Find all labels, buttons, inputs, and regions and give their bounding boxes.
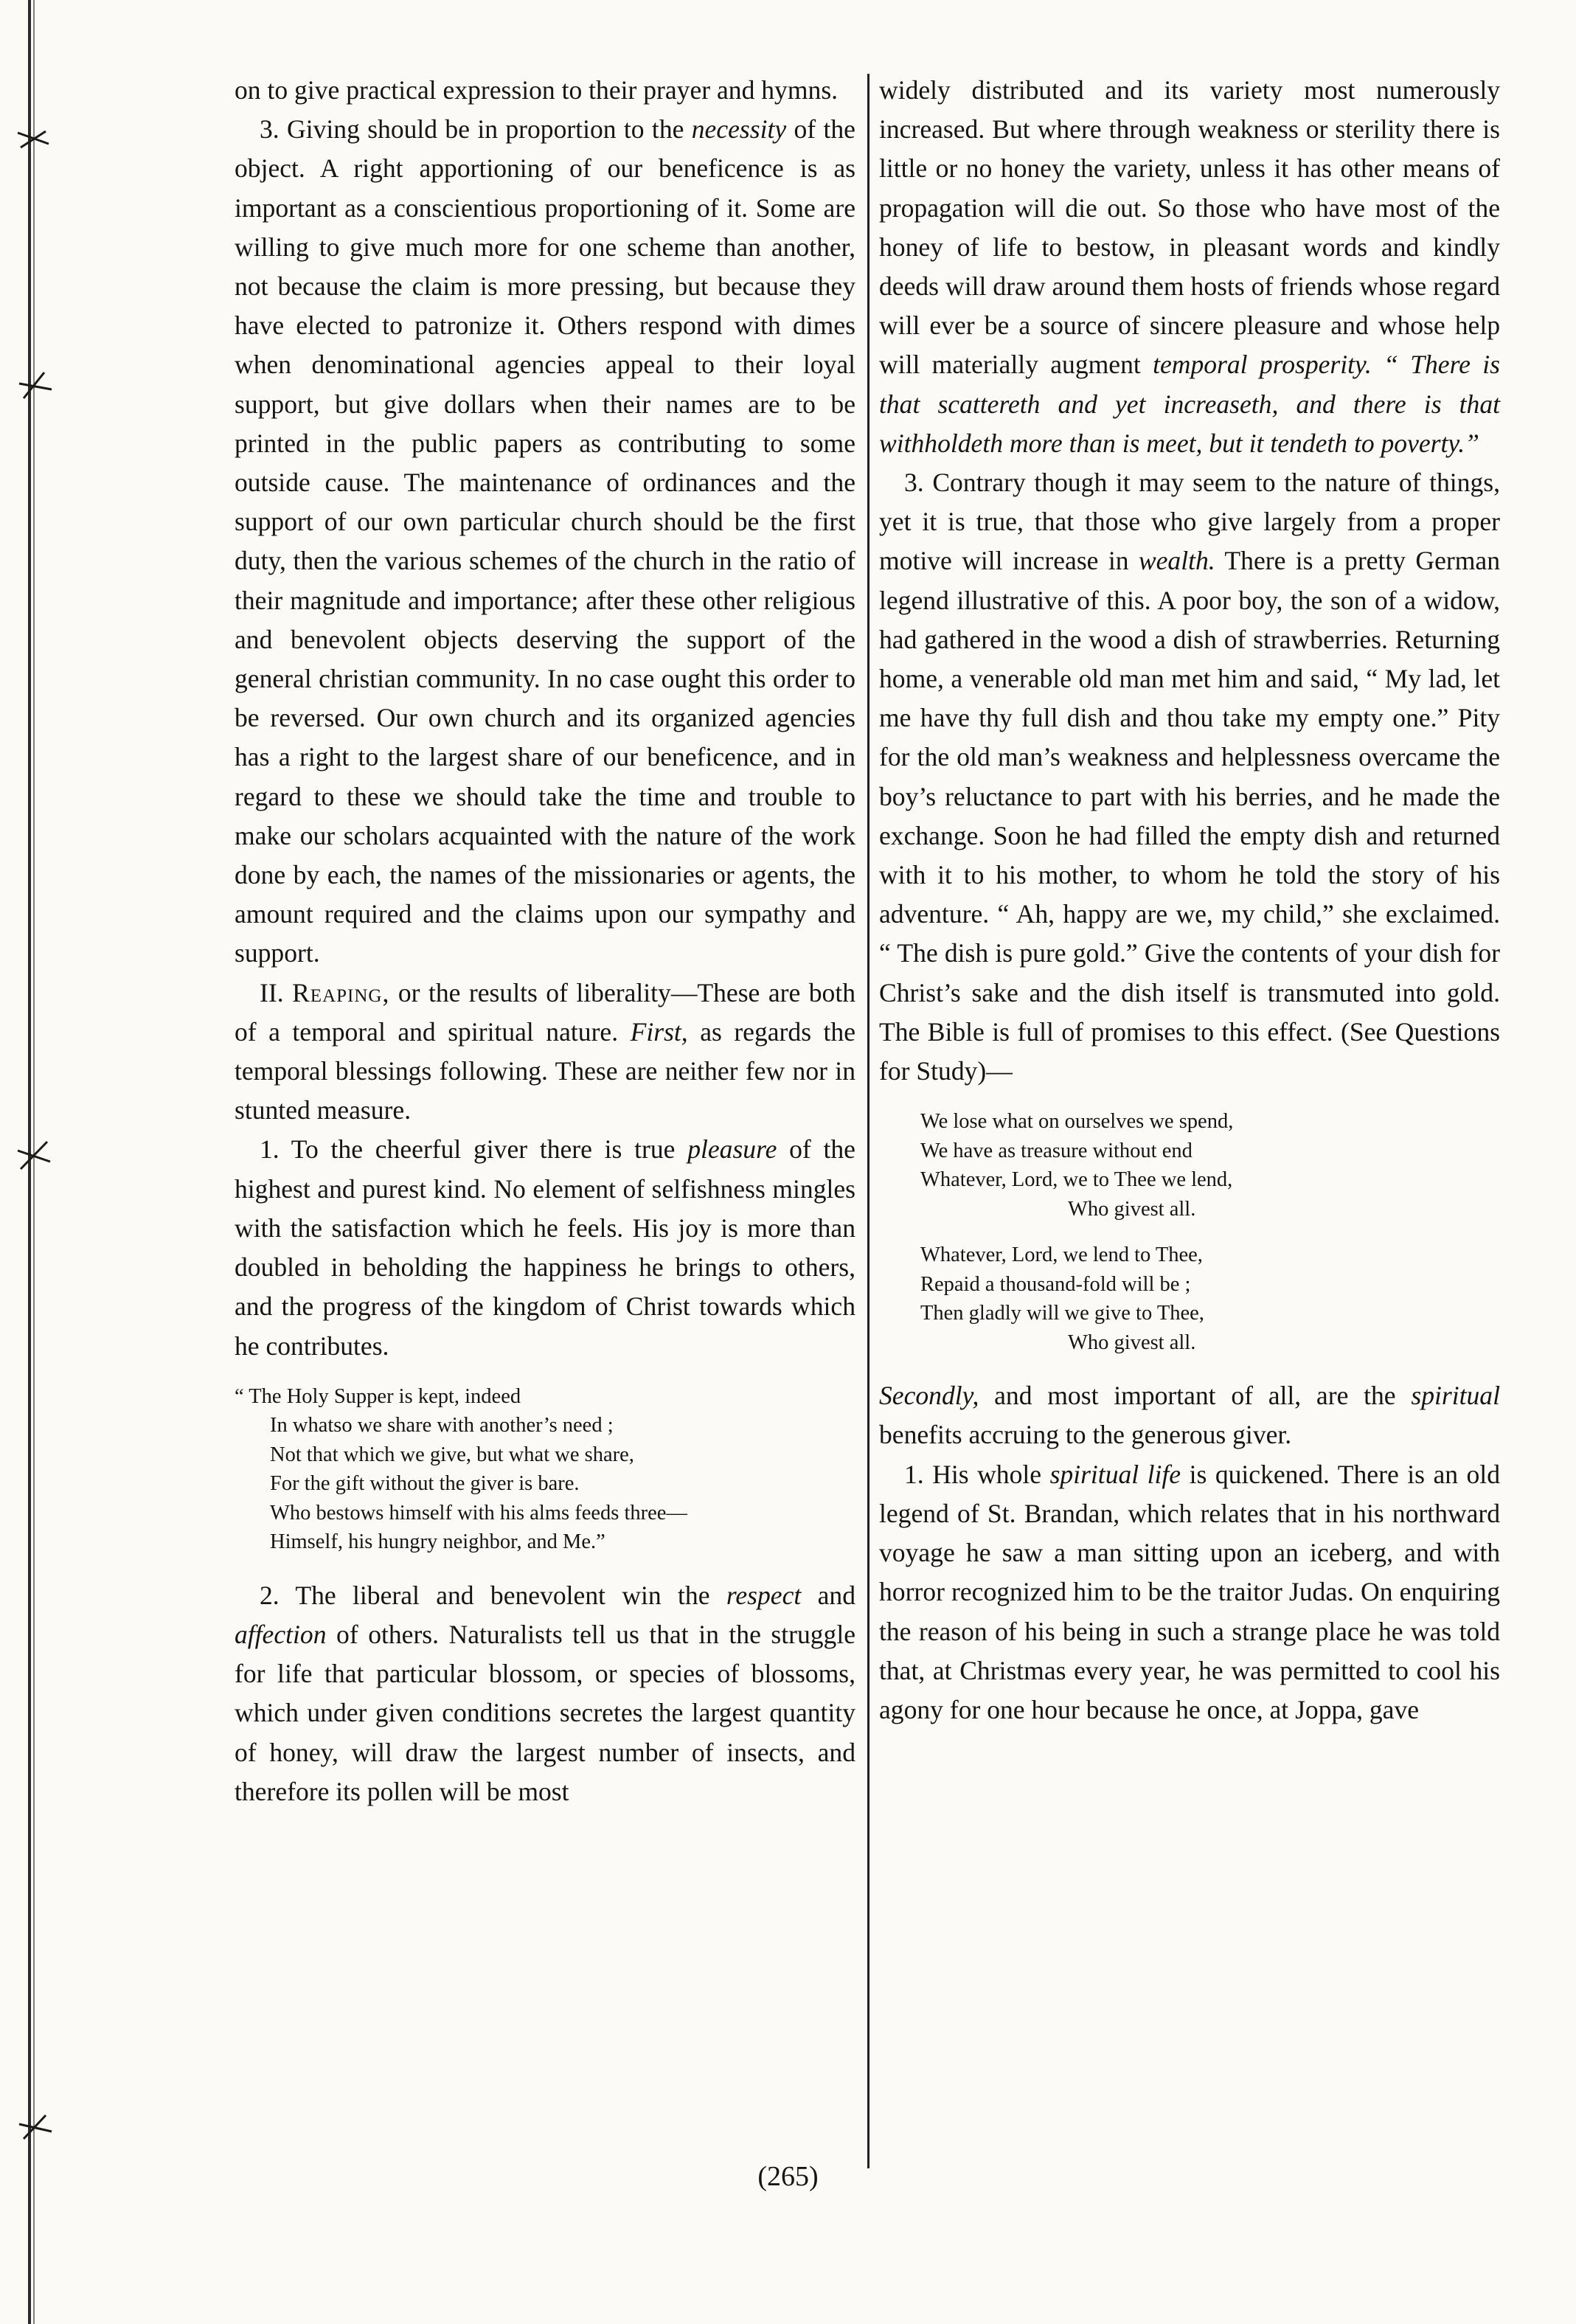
binding-thread xyxy=(16,0,60,2324)
text: To the cheerful giver there is true xyxy=(291,1134,676,1165)
poem-line: Repaid a thousand-fold will be ; xyxy=(920,1272,1191,1296)
page-number: (265) xyxy=(757,2161,819,2192)
item-number: 1. xyxy=(260,1134,280,1165)
poem-line: “ The Holy Supper is kept, indeed xyxy=(235,1384,521,1408)
emphasis: respect xyxy=(726,1580,802,1610)
paragraph xyxy=(879,71,1500,463)
poem-quote xyxy=(235,1382,855,1557)
text: of others. Naturalists tell us that in the struggle for life that particular blossom, or species of blossoms, which under given conditions secretes the largest quantity of honey, will draw the largest number of insects, and therefore its pollen will be most xyxy=(235,1619,855,1806)
stitch-mark xyxy=(18,131,52,2139)
paragraph xyxy=(879,1376,1500,1454)
right-column xyxy=(879,71,1500,1730)
paragraph xyxy=(235,71,855,110)
poem-line: In whatso we share with another’s need ; xyxy=(270,1414,614,1437)
emphasis: pleasure xyxy=(687,1134,777,1165)
text: is quickened. There is an old legend of St. Brandan, which relates that in his northward voyage he saw a man sitting upon an iceberg, and with horror recognized him to be the traitor Judas. On enquiring the reason of his being in such a strange place he was told that, at Christmas every year, he was permitted to cool his agony for one hour because he once, at Joppa, gave xyxy=(879,1459,1500,1724)
item-number: 2. xyxy=(260,1580,280,1610)
poem-line: Whatever, Lord, we to Thee we lend, xyxy=(920,1168,1233,1192)
poem-stanza xyxy=(920,1107,1500,1224)
poem-line: Who givest all. xyxy=(1068,1331,1196,1354)
poem-line: We have as treasure without end xyxy=(920,1139,1193,1162)
paragraph xyxy=(235,1576,855,1811)
emphasis: spiritual xyxy=(1411,1381,1500,1411)
poem-line: Then gladly will we give to Thee, xyxy=(920,1302,1204,1325)
emphasis: wealth. xyxy=(1138,546,1215,576)
emphasis: spiritual life xyxy=(1049,1459,1181,1489)
text: There is a pretty German legend illustrative of this. A poor boy, the son of a widow, had gathered in the wood a dish of strawberries. Returning home, a venerable old man met him and said, “ My lad, let me have thy full dish and thou take my empty one.” Pity for the old man’s weakness and helplessness overcame the boy’s reluctance to part with his berries, and he made the exchange. Soon he had filled the empty dish and returned with it to his mother, to whom he told the story of his adventure. “ Ah, happy are we, my child,” she exclaimed. “ The dish is pure gold.” Give the contents of your dish for Christ’s sake and the dish itself is transmuted into gold. The Bible is full of promises to this effect. (See Questions for Study)— xyxy=(879,546,1500,1086)
poem-line: Whatever, Lord, we lend to Thee, xyxy=(920,1243,1203,1267)
text: and most important of all, are the xyxy=(994,1381,1396,1411)
paragraph xyxy=(879,463,1500,1091)
emphasis: First, xyxy=(630,1016,688,1047)
paragraph xyxy=(879,1455,1500,1730)
paragraph xyxy=(235,974,855,1131)
section-number: II. xyxy=(260,977,284,1007)
paragraph xyxy=(235,110,855,973)
text: or the results of liberality—These are both of a temporal and spiritual nature. xyxy=(235,977,855,1047)
quotation: “ There is that scattereth and yet increaseth, and there is that withholdeth more than is meet, but it tendeth to poverty.” xyxy=(879,350,1500,458)
text: widely distributed and its variety most numerously increased. But where through weakness or sterility there is little or no honey the variety, unless it has other means of propagation will die out. So those who have most of the honey of life to bestow, in pleasant words and kindly deeds will draw around them hosts of friends whose regard will ever be a source of sincere pleasure and whose help will materially augment xyxy=(879,75,1500,380)
text: Contrary though it may seem to the nature of things, yet it is true, that those who give largely from a proper motive will increase in xyxy=(879,468,1500,576)
text: of the object. A right apportioning of our beneficence is as important as a conscientious proportioning of it. Some are willing to give much more for one scheme than another, not because the claim is more pressing, but because they have elected to patronize it. Others respond with dimes when denominational agencies appeal to their loyal support, but give dollars when their names are to be printed in the public papers as contributing to some outside cause. The maintenance of ordinances and the support of our own particular church should be the first duty, then the various schemes of the church in the ratio of their magnitude and importance; after these other religious and benevolent objects deserving the support of the general christian community. In no case ought this order to be reversed. Our own church and its organized agencies has a right to the largest share of our beneficence, and in regard to these we should take the time and trouble to make our scholars acquainted with the nature of the work done by each, the names of the missionaries or agents, the amount required and the claims upon our sympathy and support. xyxy=(235,114,855,968)
poem-line: Who bestows himself with his alms feeds three— xyxy=(270,1501,687,1525)
poem-stanza xyxy=(920,1241,1500,1357)
section-heading: Reaping, xyxy=(292,977,390,1007)
text: and xyxy=(817,1580,855,1610)
text: Giving should be in proportion to the xyxy=(287,114,684,145)
poem-line: We lose what on ourselves we spend, xyxy=(920,1110,1234,1134)
text: of the highest and purest kind. No element of selfishness mingles with the satisfaction which he feels. His joy is more than doubled in beholding the happiness he brings to others, and the progress of the kingdom of Christ towards which he contributes. xyxy=(235,1134,855,1361)
item-number: 3. xyxy=(904,468,924,498)
item-number: 1. xyxy=(904,1459,924,1489)
left-column xyxy=(235,71,855,1811)
text: on to give practical expression to their prayer and hymns. xyxy=(235,75,839,105)
poem-line: Himself, his hungry neighbor, and Me.” xyxy=(270,1530,605,1554)
emphasis: affection xyxy=(235,1619,327,1649)
emphasis: temporal prosperity. xyxy=(1153,350,1372,380)
text: His whole xyxy=(932,1459,1042,1489)
emphasis: Secondly, xyxy=(879,1381,979,1411)
poem-line: For the gift without the giver is bare. xyxy=(270,1472,580,1496)
emphasis: necessity xyxy=(691,114,787,145)
text: benefits accruing to the generous giver. xyxy=(879,1420,1292,1450)
poem-line: Who givest all. xyxy=(1068,1197,1196,1221)
column-divider xyxy=(867,74,869,2168)
text: The liberal and benevolent win the xyxy=(295,1580,710,1610)
item-number: 3. xyxy=(260,114,280,145)
poem-line: Not that which we give, but what we share, xyxy=(270,1443,634,1466)
poem-verse xyxy=(879,1107,1500,1357)
paragraph xyxy=(235,1130,855,1365)
text: as regards the temporal blessings following. These are neither few nor in stunted measure. xyxy=(235,1016,855,1125)
